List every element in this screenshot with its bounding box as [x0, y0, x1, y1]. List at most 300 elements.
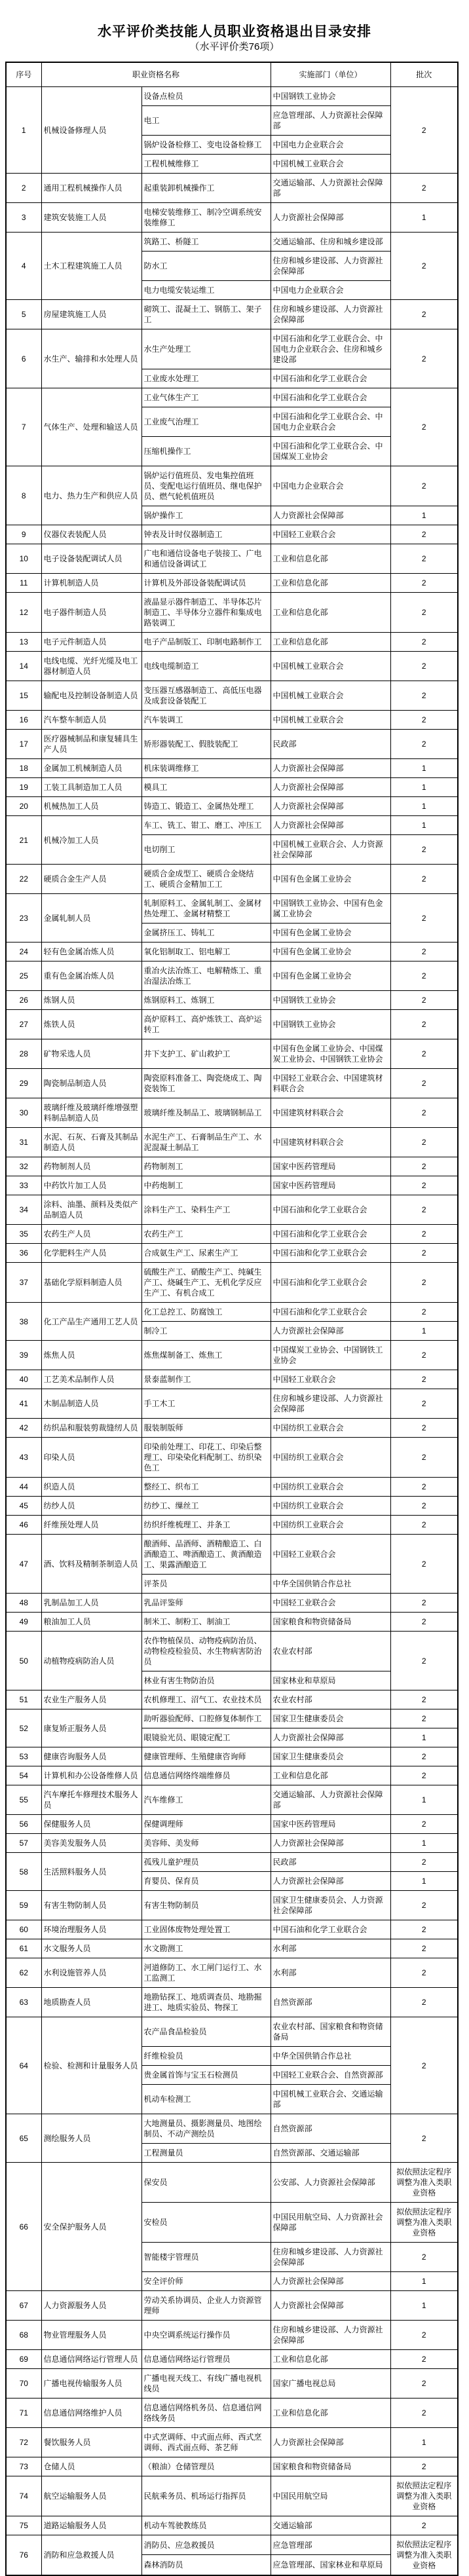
table-row: [6, 1747, 458, 1766]
qualification-cell: 工业固体废物处理处置工: [141, 1920, 271, 1939]
batch-cell: 2: [390, 1613, 458, 1632]
page-subtitle: （水平评价类76项）: [189, 41, 280, 52]
batch-cell: 2: [390, 1244, 458, 1263]
table-row: [6, 2114, 458, 2144]
batch-cell: 2: [390, 652, 458, 681]
department-cell: 人力资源社会保障部: [271, 2291, 390, 2321]
row-number-cell: 29: [6, 1069, 41, 1098]
department-cell: 人力资源社会保障部: [271, 759, 390, 778]
batch-cell: 1: [390, 797, 458, 816]
row-number-cell: 6: [6, 329, 41, 388]
department-cell: 人力资源社会保障部: [271, 203, 390, 233]
qualification-cell: 电力电缆安装运维工: [141, 281, 271, 300]
batch-cell: 2: [390, 544, 458, 574]
department-cell: 中国建筑材料联合会: [271, 1128, 390, 1157]
department-cell: 中国煤炭工业协会、中国钢铁工业协会: [271, 1341, 390, 1370]
row-number-cell: 46: [6, 1516, 41, 1535]
category-cell: 人力资源服务人员: [41, 2291, 141, 2321]
batch-cell: 2: [390, 1497, 458, 1516]
row-number-cell: 61: [6, 1939, 41, 1958]
table-row: [6, 1244, 458, 1263]
batch-cell: 2: [390, 1853, 458, 1872]
department-cell: 工业和信息化部: [271, 633, 390, 652]
department-cell: 国家卫生健康委员会: [271, 1709, 390, 1728]
qualification-cell: 制冷工: [141, 1322, 271, 1341]
batch-cell: 拟依照法定程序调整为准入类职业资格: [390, 2476, 458, 2516]
row-number-cell: 63: [6, 1988, 41, 2017]
table-row: [6, 1891, 458, 1920]
table-row: [6, 730, 458, 759]
department-cell: 住房和城乡建设部、人力资源社会保障部: [271, 2243, 390, 2272]
batch-cell: 2: [390, 835, 458, 865]
category-cell: 工艺美术品制作人员: [41, 1370, 141, 1389]
department-cell: 中国有色金属工业协会: [271, 924, 390, 943]
batch-cell: 2: [390, 1303, 458, 1322]
department-cell: 国家中医药管理局: [271, 1157, 390, 1176]
department-cell: 住房和城乡建设部、人力资源社会保障部: [271, 2321, 390, 2350]
row-number-cell: 38: [6, 1303, 41, 1341]
qualification-catalog-table: [5, 62, 459, 2576]
qualification-cell: 起重装卸机械操作工: [141, 174, 271, 203]
batch-cell: 1: [390, 2291, 458, 2321]
category-cell: 房屋建筑施工人员: [41, 300, 141, 329]
qualification-cell: 汽车装调工: [141, 711, 271, 730]
batch-cell: 1: [390, 506, 458, 525]
qualification-cell: 安检员: [141, 2203, 271, 2243]
category-cell: 信息通信网络维护人员: [41, 2399, 141, 2428]
qualification-cell: 工业气体生产工: [141, 388, 271, 407]
table-row: [6, 1438, 458, 1478]
row-number-cell: 17: [6, 730, 41, 759]
department-cell: 中国民用航空局、人力资源社会保障部: [271, 2203, 390, 2243]
category-cell: 餐饮服务人员: [41, 2428, 141, 2457]
qualification-cell: 评茶员: [141, 1575, 271, 1594]
batch-cell: 拟依照法定程序调整为准入类职业资格: [390, 2163, 458, 2203]
department-cell: 住房和城乡建设部、人力资源社会保障部: [271, 1389, 390, 1419]
category-cell: 仪器仪表装配人员: [41, 525, 141, 544]
row-number-cell: 16: [6, 711, 41, 730]
batch-cell: 1: [390, 1872, 458, 1891]
department-cell: 国家卫生健康委员会: [271, 1747, 390, 1766]
table-row: [6, 388, 458, 407]
qualification-cell: 纺织纤维梳理工、并条工: [141, 1516, 271, 1535]
row-number-cell: 26: [6, 991, 41, 1010]
batch-cell: 2: [390, 2457, 458, 2476]
batch-cell: 2: [390, 1263, 458, 1303]
department-cell: 中国轻工业联合会: [271, 1594, 390, 1613]
qualification-cell: 机床装调维修工: [141, 759, 271, 778]
qualification-cell: 变压器互感器制造工、高低压电器及成套设备装配工: [141, 681, 271, 711]
qualification-cell: 锅炉设备检修工、变电设备检修工: [141, 136, 271, 155]
category-cell: 信息通信网络运行管理人员: [41, 2350, 141, 2369]
row-number-cell: 9: [6, 525, 41, 544]
qualification-cell: 钟表及计时仪器制造工: [141, 525, 271, 544]
row-number-cell: 47: [6, 1535, 41, 1594]
qualification-cell: 纤维检验员: [141, 2047, 271, 2066]
qualification-cell: 智能楼宇管理员: [141, 2243, 271, 2272]
table-row: [6, 1939, 458, 1958]
row-number-cell: 64: [6, 2017, 41, 2114]
row-number-cell: 54: [6, 1766, 41, 1785]
row-number-cell: 40: [6, 1370, 41, 1389]
qualification-cell: 炼焦煤制备工、炼焦工: [141, 1341, 271, 1370]
batch-cell: 2: [390, 1438, 458, 1478]
department-cell: 人力资源社会保障部: [271, 2428, 390, 2457]
table-row: [6, 1303, 458, 1322]
batch-cell: 2: [390, 525, 458, 544]
row-number-cell: 51: [6, 1690, 41, 1709]
department-cell: 中国建筑材料联合会: [271, 1098, 390, 1128]
category-cell: 农药生产人员: [41, 1225, 141, 1244]
department-cell: 中国纺织工业联合会: [271, 1478, 390, 1497]
qualification-cell: 设备点检员: [141, 87, 271, 106]
qualification-cell: 消防员、应急救援员: [141, 2535, 271, 2555]
row-number-cell: 44: [6, 1478, 41, 1497]
department-cell: 自然资源部: [271, 1988, 390, 2017]
department-cell: 国家粮食和物资储备局: [271, 1613, 390, 1632]
qualification-cell: 信息通信网络机务员、信息通信网络线务员: [141, 2399, 271, 2428]
qualification-cell: 保健调理师: [141, 1815, 271, 1834]
page-title: 水平评价类技能人员职业资格退出目录安排: [98, 24, 371, 39]
row-number-cell: 37: [6, 1263, 41, 1303]
table-row: [6, 2476, 458, 2516]
row-number-cell: 57: [6, 1834, 41, 1853]
category-cell: 基础化学原料制造人员: [41, 1263, 141, 1303]
category-cell: 炼焦人员: [41, 1341, 141, 1370]
qualification-cell: 重冶火法冶炼工、电解精炼工、重冶湿法冶炼工: [141, 961, 271, 991]
table-row: [6, 1341, 458, 1370]
row-number-cell: 52: [6, 1709, 41, 1747]
qualification-cell: 乳品评鉴师: [141, 1594, 271, 1613]
department-cell: 人力资源社会保障部: [271, 1872, 390, 1891]
row-number-cell: 24: [6, 943, 41, 961]
batch-cell: 2: [390, 1891, 458, 1920]
department-cell: 水利部: [271, 1939, 390, 1958]
table-row: [6, 300, 458, 329]
batch-cell: 2: [390, 894, 458, 943]
department-cell: 农业农村部: [271, 1690, 390, 1709]
department-cell: 中国轻工业联合会: [271, 1370, 390, 1389]
category-cell: 电子设备装配调试人员: [41, 544, 141, 574]
department-cell: 交通运输部: [271, 2516, 390, 2535]
qualification-cell: 涂料生产工、染料生产工: [141, 1195, 271, 1225]
category-cell: 工装工具制造加工人员: [41, 778, 141, 797]
batch-cell: 1: [390, 1322, 458, 1341]
table-row: [6, 711, 458, 730]
qualification-cell: 炼钢原料工、炼钢工: [141, 991, 271, 1010]
row-number-cell: 53: [6, 1747, 41, 1766]
qualification-cell: 水文勘测工: [141, 1939, 271, 1958]
row-number-cell: 34: [6, 1195, 41, 1225]
qualification-cell: 药物制剂工: [141, 1157, 271, 1176]
row-number-cell: 1: [6, 87, 41, 174]
row-number-cell: 73: [6, 2457, 41, 2476]
table-row: [6, 1766, 458, 1785]
department-cell: 中国石油和化学工业联合会: [271, 1195, 390, 1225]
qualification-cell: 硬质合金成型工、硬质合金烧结工、硬质合金精加工工: [141, 865, 271, 894]
row-number-cell: 60: [6, 1920, 41, 1939]
category-cell: 汽车摩托车修理技术服务人员: [41, 1785, 141, 1815]
category-cell: 电力、热力生产和供应人员: [41, 466, 141, 525]
qualification-cell: 化工总控工、防腐蚀工: [141, 1303, 271, 1322]
department-cell: 应急管理部: [271, 2535, 390, 2555]
department-cell: 中华全国供销合作总社: [271, 2047, 390, 2066]
batch-cell: 2: [390, 2114, 458, 2163]
category-cell: 纺织品和服装剪裁缝纫人员: [41, 1419, 141, 1438]
batch-cell: 2: [390, 1419, 458, 1438]
row-number-cell: 10: [6, 544, 41, 574]
batch-cell: 1: [390, 1785, 458, 1815]
row-number-cell: 39: [6, 1341, 41, 1370]
table-row: [6, 1225, 458, 1244]
table-row: [6, 1594, 458, 1613]
table-row: [6, 1419, 458, 1438]
row-number-cell: 23: [6, 894, 41, 943]
qualification-cell: 工程测量员: [141, 2144, 271, 2163]
department-cell: 中国钢铁工业协会: [271, 991, 390, 1010]
department-cell: 中国电力企业联合会: [271, 281, 390, 300]
department-cell: 中国石油和化学工业联合会、中国电力企业联合会、住房和城乡建设部: [271, 329, 390, 369]
table-row: [6, 1516, 458, 1535]
batch-cell: 2: [390, 633, 458, 652]
table-row: [6, 87, 458, 106]
table-row: [6, 1010, 458, 1039]
batch-cell: 2: [390, 1535, 458, 1594]
table-row: [6, 2291, 458, 2321]
table-row: [6, 1039, 458, 1069]
table-row: [6, 1478, 458, 1497]
department-cell: 人力资源社会保障部: [271, 797, 390, 816]
table-row: [6, 991, 458, 1010]
qualification-cell: 锅炉操作工: [141, 506, 271, 525]
batch-cell: 2: [390, 1920, 458, 1939]
category-cell: 陶瓷制品制造人员: [41, 1069, 141, 1098]
category-cell: 金属轧制人员: [41, 894, 141, 943]
row-number-cell: 32: [6, 1157, 41, 1176]
table-row: [6, 1370, 458, 1389]
row-number-cell: 58: [6, 1853, 41, 1891]
qualification-cell: 中式烹调师、中式面点师、西式烹调师、西式面点师、茶艺师: [141, 2428, 271, 2457]
department-cell: 人力资源社会保障部: [271, 1728, 390, 1747]
qualification-cell: 玻璃纤维及制品工、玻璃钢制品工: [141, 1098, 271, 1128]
category-cell: 矿物采选人员: [41, 1039, 141, 1069]
qualification-cell: 广电和通信设备电子装接工、广电和通信设备调试工: [141, 544, 271, 574]
table-row: [6, 525, 458, 544]
table-row: [6, 2369, 458, 2399]
qualification-cell: 工业废水处理工: [141, 369, 271, 388]
category-cell: 机械冷加工人员: [41, 816, 141, 865]
row-number-cell: 43: [6, 1438, 41, 1478]
department-cell: 中国电力企业联合会: [271, 466, 390, 506]
category-cell: 织造人员: [41, 1478, 141, 1497]
department-cell: 国家粮食和物资储备局: [271, 2457, 390, 2476]
row-number-cell: 12: [6, 593, 41, 633]
category-cell: 气体生产、处理和输送人员: [41, 388, 141, 466]
row-number-cell: 36: [6, 1244, 41, 1263]
qualification-cell: 电线电缆制造工: [141, 652, 271, 681]
department-cell: 工业和信息化部: [271, 1766, 390, 1785]
department-cell: 中华全国供销合作总社: [271, 1575, 390, 1594]
qualification-cell: 农作物植保员、动物疫病防治员、动物检疫检验员、水生物病害防治员: [141, 1632, 271, 1671]
category-cell: 美容美发服务人员: [41, 1834, 141, 1853]
qualification-cell: 地勘钻探工、地质调查员、地勘掘进工、地质实验员、物探工: [141, 1988, 271, 2017]
qualification-cell: 防水工: [141, 252, 271, 281]
batch-cell: 2: [390, 87, 458, 174]
row-number-cell: 14: [6, 652, 41, 681]
category-cell: 电线电缆、光纤光缆及电工器材制造人员: [41, 652, 141, 681]
qualification-cell: 整经工、织布工: [141, 1478, 271, 1497]
table-row: [6, 894, 458, 924]
table-row: [6, 2516, 458, 2535]
table-row: [6, 1853, 458, 1872]
table-row: [6, 1128, 458, 1157]
table-row: [6, 1389, 458, 1419]
category-cell: 环境治理服务人员: [41, 1920, 141, 1939]
qualification-cell: 电工: [141, 106, 271, 136]
batch-cell: 2: [390, 2399, 458, 2428]
header-no: 序号: [6, 62, 41, 87]
category-cell: 农业生产服务人员: [41, 1690, 141, 1709]
batch-cell: 2: [390, 1958, 458, 1988]
department-cell: 民政部: [271, 730, 390, 759]
category-cell: 乳制品加工人员: [41, 1594, 141, 1613]
qualification-cell: 劳动关系协调员、企业人力资源管理师: [141, 2291, 271, 2321]
batch-cell: 2: [390, 681, 458, 711]
qualification-cell: 液晶显示器件制造工、半导体芯片制造工、半导体分立器件和集成电路装调工: [141, 593, 271, 633]
department-cell: 中国机械工业联合会: [271, 711, 390, 730]
header-qualification-name: 职业资格名称: [41, 62, 271, 87]
batch-cell: 2: [390, 1039, 458, 1069]
category-cell: 广播电视传输服务人员: [41, 2369, 141, 2399]
department-cell: 工业和信息化部: [271, 574, 390, 593]
department-cell: 中国纺织工业联合会: [271, 1438, 390, 1478]
department-cell: 民政部: [271, 1853, 390, 1872]
department-cell: 农业农村部、国家粮食和物资储备局: [271, 2017, 390, 2047]
table-row: [6, 797, 458, 816]
batch-cell: 2: [390, 1069, 458, 1098]
category-cell: 医疗器械制品和康复辅具生产人员: [41, 730, 141, 759]
batch-cell: 2: [390, 1128, 458, 1157]
batch-cell: 2: [390, 961, 458, 991]
category-cell: 机械设备修理人员: [41, 87, 141, 174]
category-cell: 安全保护服务人员: [41, 2163, 141, 2291]
qualification-cell: 轧制原料工、金属轧制工、金属材热处理工、金属材精整工: [141, 894, 271, 924]
qualification-cell: 模具工: [141, 778, 271, 797]
department-cell: 中国石油和化学工业联合会: [271, 369, 390, 388]
department-cell: 中国石油和化学工业联合会、中国电力企业联合会: [271, 407, 390, 437]
department-cell: 中国有色金属工业协会: [271, 961, 390, 991]
table-row: [6, 778, 458, 797]
category-cell: 木制品制造人员: [41, 1389, 141, 1419]
category-cell: 测绘服务人员: [41, 2114, 141, 2163]
category-cell: 水生产、输排和水处理人员: [41, 329, 141, 388]
qualification-cell: 美容师、美发师: [141, 1834, 271, 1853]
category-cell: 酒、饮料及精制茶制造人员: [41, 1535, 141, 1594]
department-cell: 人力资源社会保障部: [271, 816, 390, 835]
category-cell: 汽车整车制造人员: [41, 711, 141, 730]
row-number-cell: 25: [6, 961, 41, 991]
row-number-cell: 30: [6, 1098, 41, 1128]
row-number-cell: 28: [6, 1039, 41, 1069]
qualification-cell: 印染前处理工、印花工、印染后整理工、印染染化料配制工、纺织染色工: [141, 1438, 271, 1478]
table-row: [6, 174, 458, 203]
department-cell: 中国钢铁工业协会、中国有色金属工业协会: [271, 894, 390, 924]
qualification-cell: 信息通信网络终端维修员: [141, 1766, 271, 1785]
category-cell: 重有色金属冶炼人员: [41, 961, 141, 991]
batch-cell: 2: [390, 1632, 458, 1690]
qualification-cell: 森林消防员: [141, 2555, 271, 2575]
batch-cell: 2: [390, 174, 458, 203]
category-cell: 中药饮片加工人员: [41, 1176, 141, 1195]
category-cell: 炼铁人员: [41, 1010, 141, 1039]
batch-cell: 2: [390, 593, 458, 633]
qualification-cell: 金属挤压工、铸轧工: [141, 924, 271, 943]
department-cell: 交通运输部、人力资源社会保障部: [271, 174, 390, 203]
qualification-cell: 锅炉运行值班员、发电集控值班员、变配电运行值班员、继电保护员、燃气轮机值班员: [141, 466, 271, 506]
category-cell: 化学肥料生产人员: [41, 1244, 141, 1263]
department-cell: 交通运输部、人力资源社会保障部: [271, 1785, 390, 1815]
department-cell: 住房和城乡建设部、人力资源社会保障部: [271, 252, 390, 281]
row-number-cell: 11: [6, 574, 41, 593]
table-row: [6, 2399, 458, 2428]
table-row: [6, 1195, 458, 1225]
batch-cell: 2: [390, 1988, 458, 2017]
qualification-cell: 电梯安装维修工、制冷空调系统安装维修工: [141, 203, 271, 233]
batch-cell: 2: [390, 991, 458, 1010]
qualification-cell: 河道修防工、水工闸门运行工、水工监测工: [141, 1958, 271, 1988]
category-cell: 印染人员: [41, 1438, 141, 1478]
category-cell: 计算机和办公设备维修人员: [41, 1766, 141, 1785]
category-cell: 输配电及控制设备制造人员: [41, 681, 141, 711]
qualification-cell: 助听器验配师、口腔修复体制作工: [141, 1709, 271, 1728]
qualification-cell: 砌筑工、混凝土工、钢筋工、架子工: [141, 300, 271, 329]
department-cell: 中国轻工业联合会: [271, 1535, 390, 1575]
row-number-cell: 21: [6, 816, 41, 865]
table-row: [6, 329, 458, 369]
batch-cell: 2: [390, 466, 458, 506]
department-cell: 中国纺织工业联合会: [271, 1419, 390, 1438]
batch-cell: 2: [390, 2321, 458, 2350]
table-row: [6, 574, 458, 593]
batch-cell: 1: [390, 1834, 458, 1853]
batch-cell: 2: [390, 1010, 458, 1039]
row-number-cell: 55: [6, 1785, 41, 1815]
row-number-cell: 42: [6, 1419, 41, 1438]
batch-cell: 2: [390, 1195, 458, 1225]
qualification-cell: 车工、铣工、钳工、磨工、冲压工: [141, 816, 271, 835]
batch-cell: 2: [390, 1594, 458, 1613]
row-number-cell: 20: [6, 797, 41, 816]
category-cell: 健康咨询服务人员: [41, 1747, 141, 1766]
qualification-cell: 孤残儿童护理员: [141, 1853, 271, 1872]
row-number-cell: 41: [6, 1389, 41, 1419]
batch-cell: 2: [390, 574, 458, 593]
table-row: [6, 1632, 458, 1671]
table-row: [6, 1613, 458, 1632]
row-number-cell: 22: [6, 865, 41, 894]
department-cell: 水利部: [271, 1958, 390, 1988]
batch-cell: 2: [390, 1341, 458, 1370]
category-cell: 建筑安装施工人员: [41, 203, 141, 233]
category-cell: 纤维预处理人员: [41, 1516, 141, 1535]
batch-cell: 2: [390, 2243, 458, 2272]
qualification-cell: 陶瓷原料准备工、陶瓷烧成工、陶瓷装饰工: [141, 1069, 271, 1098]
category-cell: 水文服务人员: [41, 1939, 141, 1958]
batch-cell: 2: [390, 1766, 458, 1785]
qualification-cell: 水生产处理工: [141, 329, 271, 369]
batch-cell: 2: [390, 300, 458, 329]
qualification-cell: 铸造工、锻造工、金属热处理工: [141, 797, 271, 816]
